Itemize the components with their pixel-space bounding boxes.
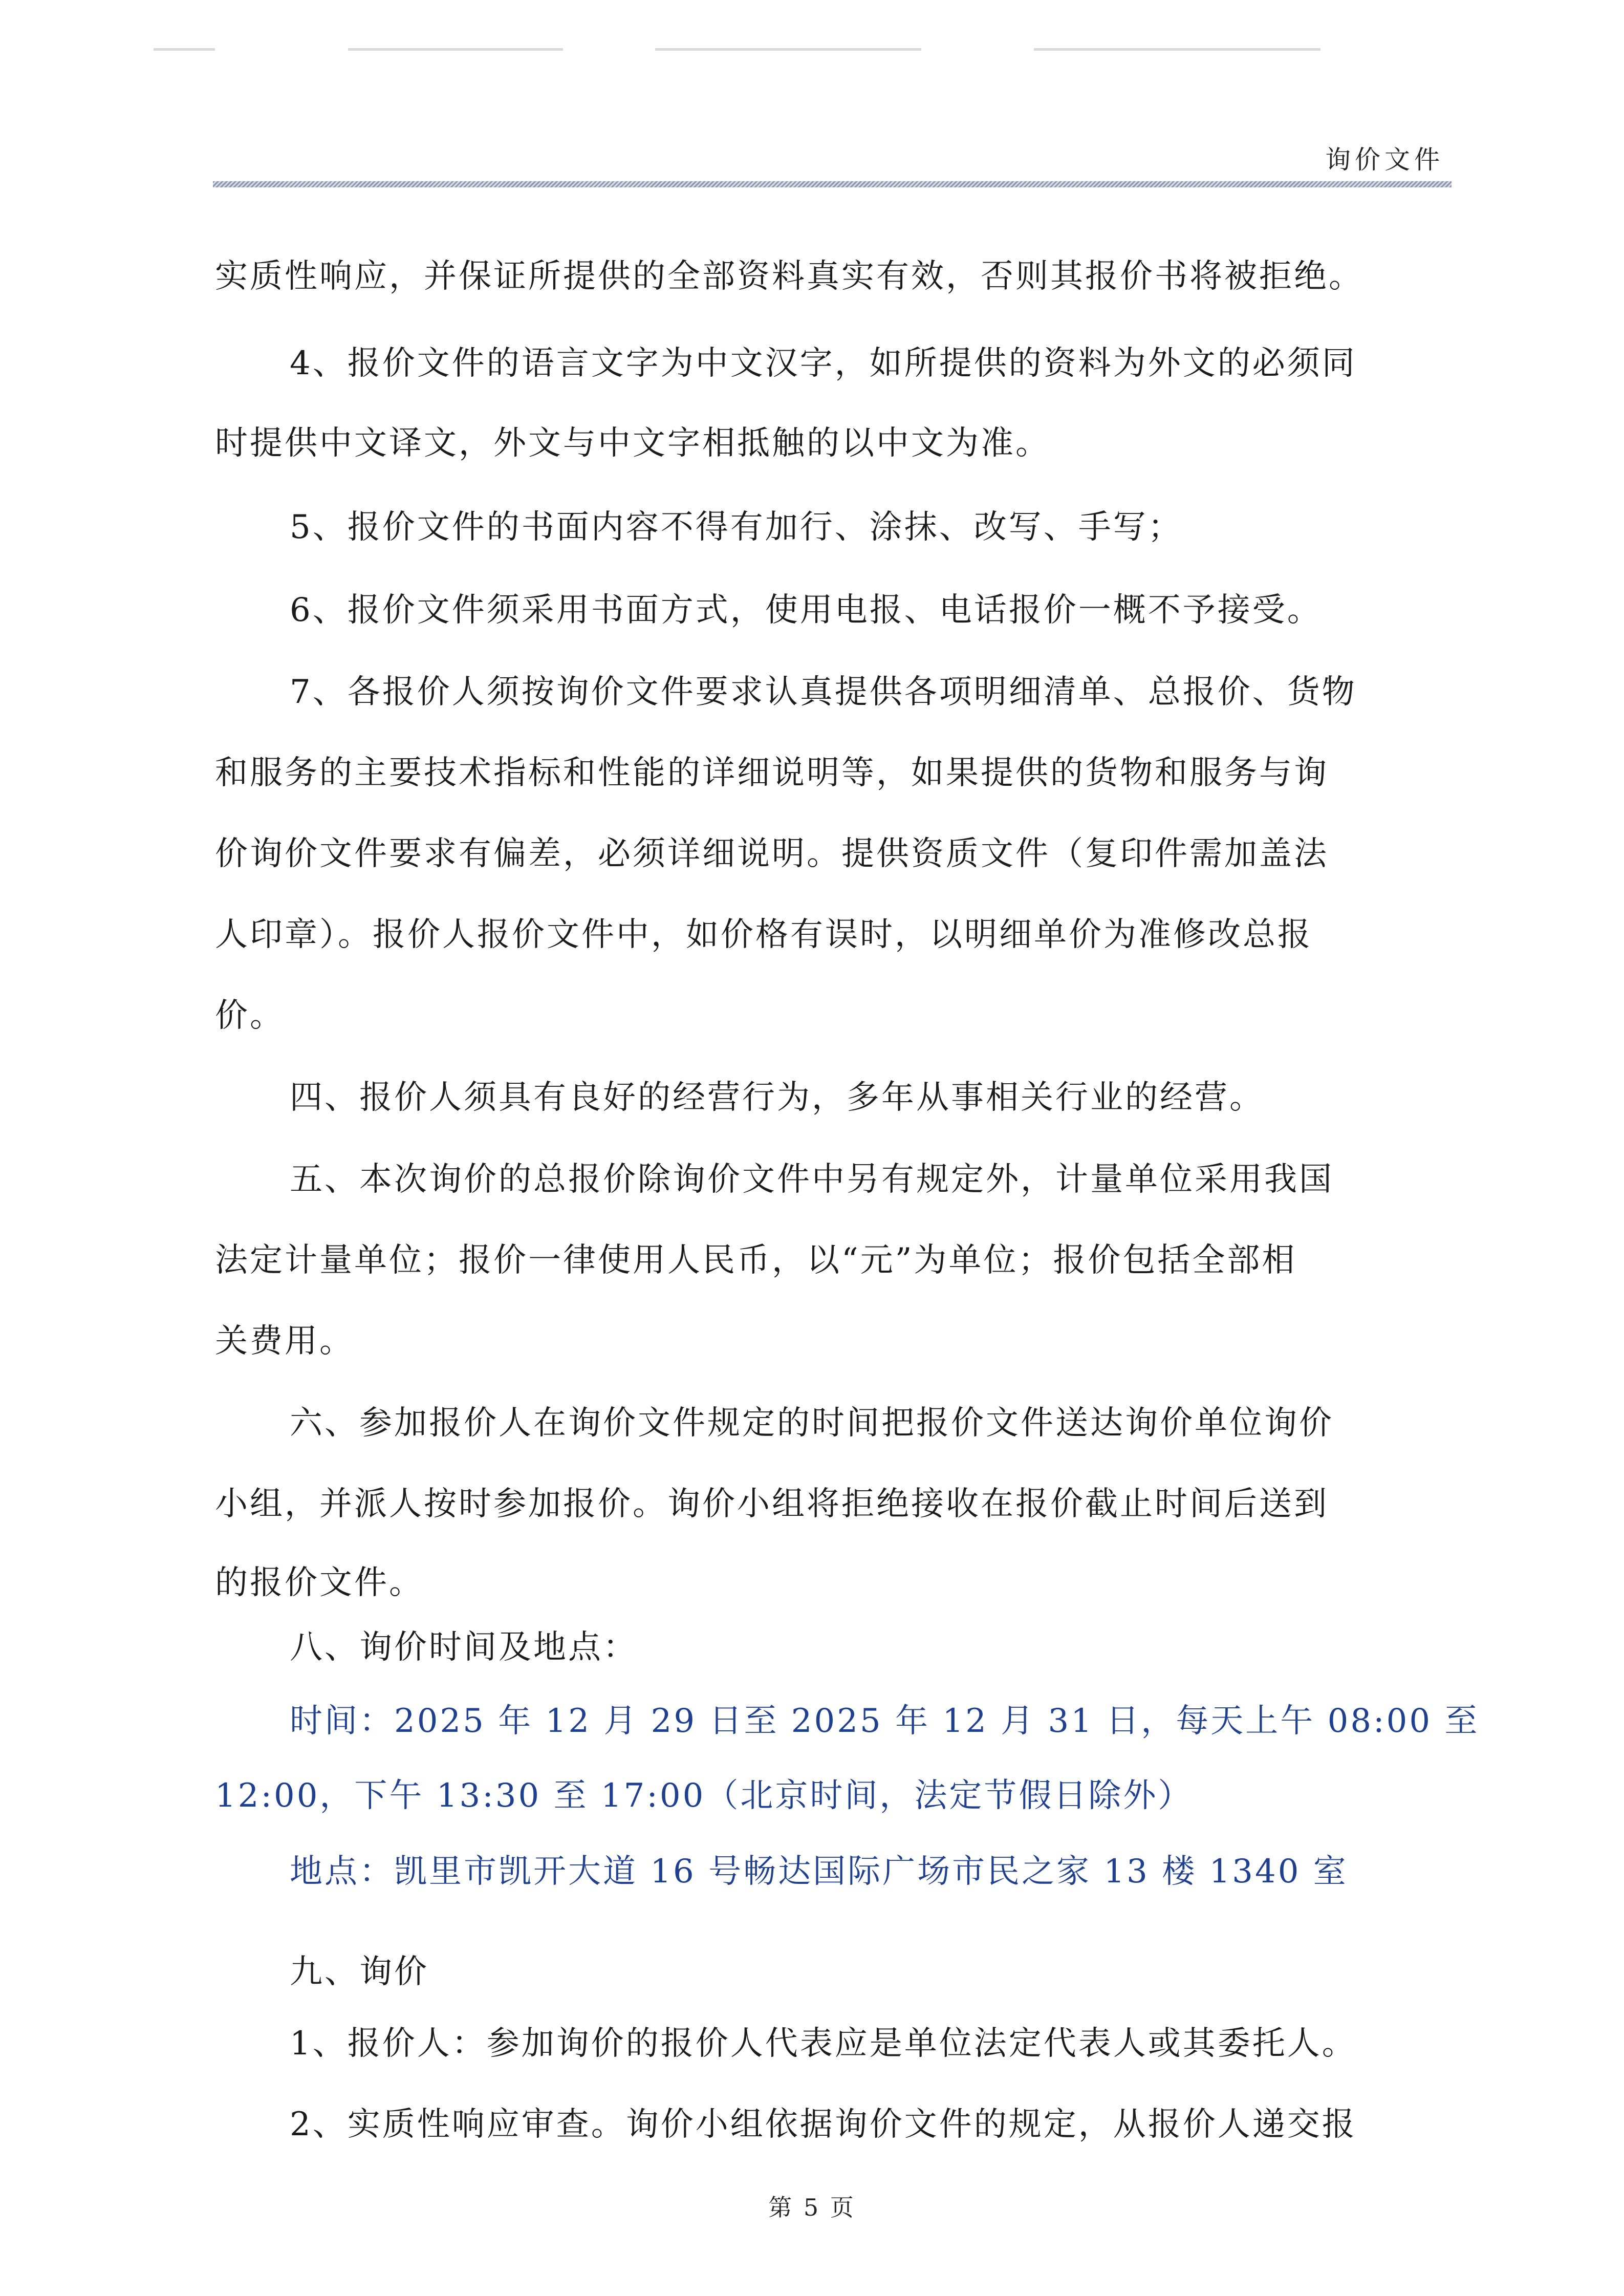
text-line: 1、报价人：参加询价的报价人代表应是单位法定代表人或其委托人。 (290, 2025, 1357, 2063)
text-line: 4、报价文件的语言文字为中文汉字，如所提供的资料为外文的必须同 (290, 345, 1357, 382)
text-line: 时提供中文译文，外文与中文字相抵触的以中文为准。 (215, 424, 1050, 462)
header-divider (213, 181, 1452, 187)
text-line: 九、询价 (290, 1953, 429, 1991)
text-line: 六、参加报价人在询价文件规定的时间把报价文件送达询价单位询价 (290, 1404, 1334, 1442)
header-title: 询价文件 (1325, 145, 1444, 175)
text-line: 价。 (215, 997, 285, 1035)
text-line: 小组，并派人按时参加报价。询价小组将拒绝接收在报价截止时间后送到 (215, 1485, 1329, 1523)
text-line: 7、各报价人须按询价文件要求认真提供各项明细清单、总报价、货物 (290, 673, 1357, 711)
text-line: 价询价文件要求有偏差，必须详细说明。提供资质文件（复印件需加盖法 (215, 835, 1329, 873)
text-line: 和服务的主要技术指标和性能的详细说明等，如果提供的货物和服务与询 (215, 754, 1329, 792)
text-line: 人印章）。报价人报价文件中，如价格有误时，以明细单价为准修改总报 (215, 916, 1312, 954)
schedule-location-line: 地点：凯里市凯开大道 16 号畅达国际广场市民之家 13 楼 1340 室 (290, 1853, 1348, 1891)
page-number: 第 5 页 (768, 2194, 856, 2221)
text-line: 实质性响应，并保证所提供的全部资料真实有效，否则其报价书将被拒绝。 (215, 258, 1363, 295)
schedule-time-line: 时间：2025 年 12 月 29 日至 2025 年 12 月 31 日，每天上午 08:00 至 (290, 1702, 1480, 1740)
text-line: 6、报价文件须采用书面方式，使用电报、电话报价一概不予接受。 (290, 591, 1322, 629)
schedule-time-line: 12:00，下午 13:30 至 17:00（北京时间，法定节假日除外） (215, 1777, 1193, 1815)
text-line: 四、报价人须具有良好的经营行为，多年从事相关行业的经营。 (290, 1079, 1264, 1117)
text-line: 关费用。 (215, 1322, 354, 1360)
scan-artifact-marks (154, 48, 1464, 51)
text-line: 八、询价时间及地点： (290, 1628, 638, 1666)
text-line: 法定计量单位；报价一律使用人民币，以“元”为单位；报价包括全部相 (215, 1241, 1297, 1279)
text-line: 5、报价文件的书面内容不得有加行、涂抹、改写、手写； (290, 508, 1183, 546)
text-line: 2、实质性响应审查。询价小组依据询价文件的规定，从报价人递交报 (290, 2106, 1357, 2143)
text-line: 五、本次询价的总报价除询价文件中另有规定外，计量单位采用我国 (290, 1161, 1334, 1198)
text-line: 的报价文件。 (215, 1564, 424, 1602)
